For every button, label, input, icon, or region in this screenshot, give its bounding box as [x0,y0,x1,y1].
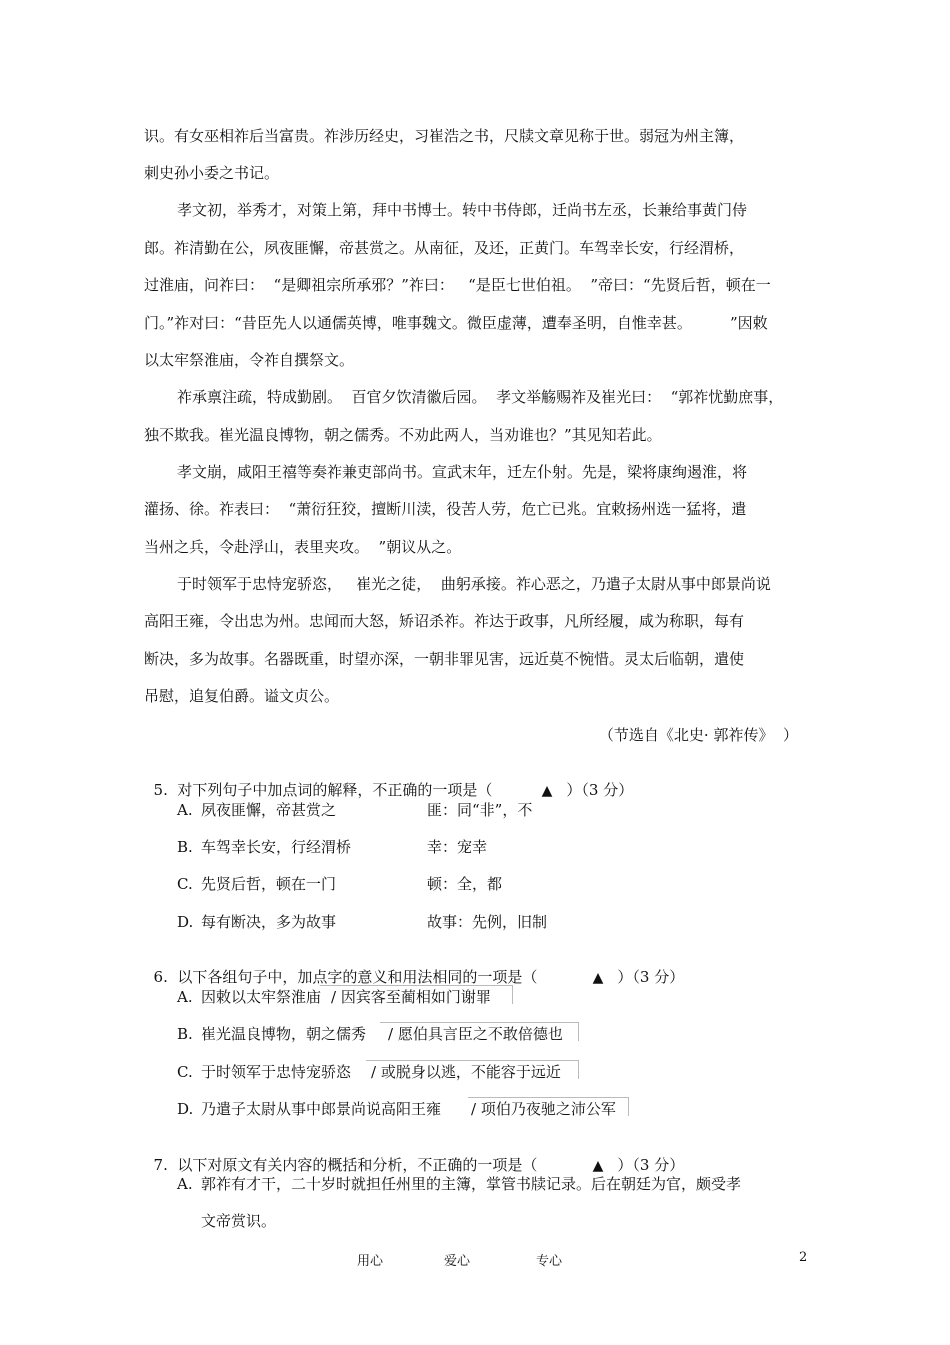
passage-line: 灌扬、徐。祚表曰： “萧衍狂狡，擅断川渎，役苦人劳，危亡已兆。宜敕扬州选一猛将，遣 [144,500,747,518]
question-stem: 7. 以下对原文有关内容的概括和分析，不正确的一项是（ [153,1156,538,1174]
option-text: 郭祚有才干，二十岁时就担任州里的主簿，掌管书牍记录。后在朝廷为官，颇受孝 [201,1175,742,1193]
passage-line: 吊慰，追复伯爵。谥文贞公。 [144,687,340,705]
option-text: 夙夜匪懈，帝甚赏之 [201,801,337,819]
option-label: B. [177,838,193,856]
option-note: 幸：宠幸 [427,838,488,856]
option-label: C. [177,1063,193,1081]
page-number: 2 [799,1250,808,1265]
passage-line: 刺史孙小委之书记。 [144,164,280,182]
option-text: 崔光温良博物，朝之儒秀 [201,1025,367,1043]
passage-line: 门。”祚对曰：“昔臣先人以通儒英博，唯事魏文。微臣虚薄，遭奉圣明，自惟幸甚。 ”因敕 [144,314,768,332]
option-label: B. [177,1025,193,1043]
option-continuation: 文帝赏识。 [201,1212,277,1230]
question-points: ）（3 分） [617,1156,685,1174]
option-text: 乃遣子太尉从事中郎景尚说高阳王雍 [201,1100,442,1118]
question-5 [144,761,633,800]
passage-line: 识。有女巫相祚后当富贵。祚涉历经史，习崔浩之书，尺牍文章见称于世。弱冠为州主簿， [144,127,745,145]
option-text: 先贤后哲，顿在一门 [201,875,337,893]
footer-motto-1: 用心 [357,1254,384,1269]
passage-line: 孝文崩，咸阳王禧等奏祚兼吏部尚书。宣武末年，迁左仆射。先是，梁将康绚遏淮，将 [177,463,748,481]
option-note: 匪：同“非”，不 [427,801,533,819]
box-outline [366,1060,579,1079]
option-text: 车驾幸长安，行经渭桥 [201,838,352,856]
footer-motto-2: 爱心 [444,1254,471,1269]
option-label: A. [177,801,193,819]
option-note: / 项伯乃夜驰之沛公军 [471,1100,616,1118]
passage-line: 独不欺我。崔光温良博物，朝之儒秀。不劝此两人，当劝谁也？”其见知若此。 [144,426,662,444]
option-text: 于时领军于忠恃宠骄恣 [201,1063,352,1081]
answer-blank-triangle[interactable]: ▲ [592,1158,604,1174]
option-note: 顿：全，都 [427,875,503,893]
option-note: / 愿伯具言臣之不敢倍德也 [388,1025,563,1043]
question-stem: 6. 以下各组句子中，加点字的意义和用法相同的一项是（ [153,968,538,986]
passage-line: 祚承禀注疏，特成勤剧。 百官夕饮清徽后园。 孝文举觞赐祚及崔光曰： “郭祚忧勤庶事， [177,388,784,406]
option-label: D. [177,913,194,931]
passage-line: 以太牢祭淮庙，令祚自撰祭文。 [144,351,355,369]
box-outline [380,1022,579,1041]
option-label: D. [177,1100,194,1118]
passage-line: 于时领军于忠恃宠骄恣， 崔光之徒， 曲躬承接。祚心恶之，乃遣子太尉从事中郎景尚说 [177,575,771,593]
answer-blank-triangle[interactable]: ▲ [592,970,604,986]
option-label: A. [177,1175,193,1193]
option-text: 因敕以太牢祭淮庙 [201,988,322,1006]
option-note: / 或脱身以逃，不能容于远近 [371,1063,561,1081]
passage-line: 孝文初，举秀才，对策上第，拜中书博士。转中书侍郎，迁尚书左丞，长兼给事黄门侍 [177,201,748,219]
passage-line: 高阳王雍，令出忠为州。忠闻而大怒，矫诏杀祚。祚达于政事，凡所经履，咸为称职，每有 [144,612,745,630]
option-a[interactable] [177,1173,741,1194]
option-b[interactable] [177,836,487,857]
option-note: 故事：先例，旧制 [427,913,548,931]
option-d[interactable] [177,911,547,932]
question-points: ）（3 分） [566,781,634,799]
option-note: / 因宾客至蔺相如门谢罪 [331,988,491,1006]
passage-line: 过淮庙，问祚曰： “是卿祖宗所承邪？”祚曰： “是臣七世伯祖。 ”帝曰：“先贤后哲，顿在一 [144,276,771,294]
option-c[interactable] [177,873,502,894]
source-citation: （节选自《北史· 郭祚传》 ） [598,726,798,744]
question-7 [144,1136,684,1175]
box-outline [320,985,513,1004]
passage-line: 郎。祚清勤在公，夙夜匪懈，帝甚赏之。从南征，及还，正黄门。车驾幸长安，行经渭桥， [144,239,745,257]
option-label: C. [177,875,193,893]
option-label: A. [177,988,193,1006]
question-points: ）（3 分） [617,968,685,986]
option-a[interactable] [177,799,532,820]
question-stem: 5. 对下列句子中加点词的解释，不正确的一项是（ [153,781,493,799]
answer-blank-triangle[interactable]: ▲ [541,783,553,799]
passage-line: 断决，多为故事。名器既重，时望亦深，一朝非罪见害，远近莫不惋惜。灵太后临朝，遣使 [144,650,745,668]
box-outline [468,1097,629,1116]
footer-motto-3: 专心 [536,1254,563,1269]
passage-line: 当州之兵，令赴浮山，表里夹攻。 ”朝议从之。 [144,538,462,556]
option-text: 每有断决，多为故事 [201,913,337,931]
question-6 [144,948,684,987]
